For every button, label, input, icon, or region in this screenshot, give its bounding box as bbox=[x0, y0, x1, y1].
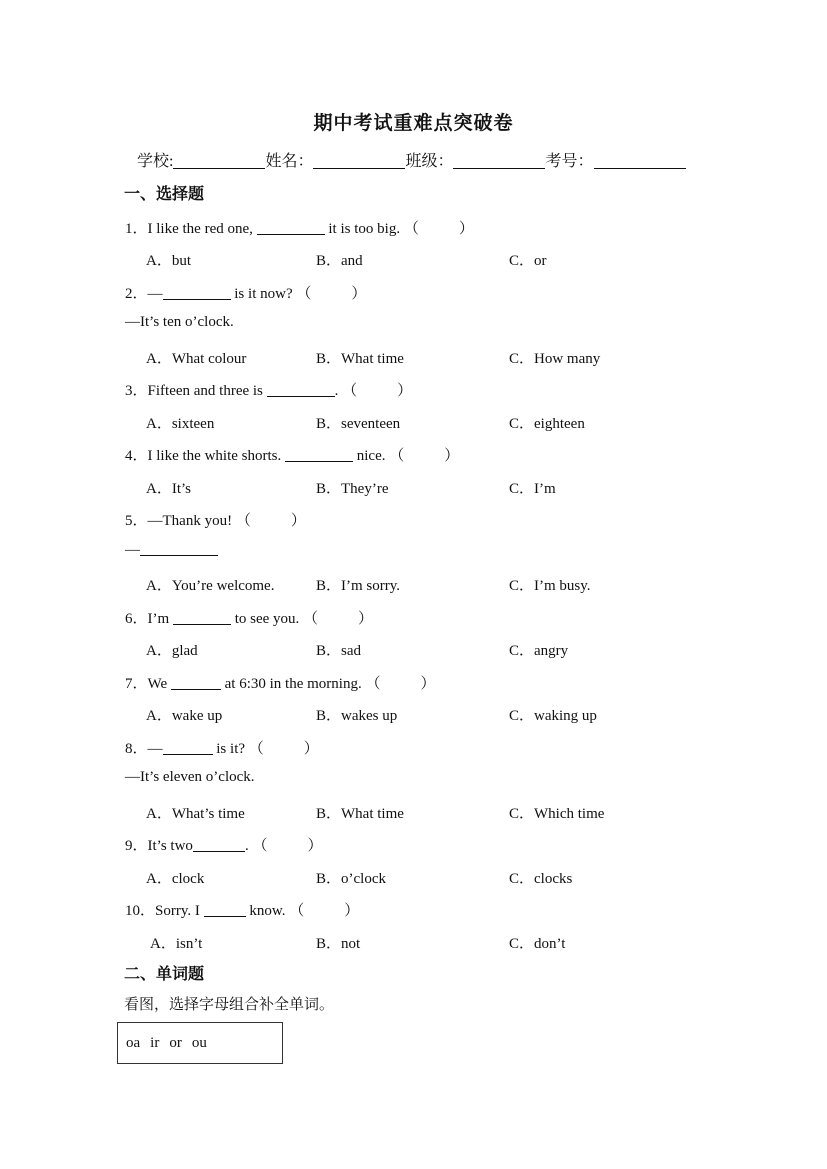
option-a[interactable]: A．glad bbox=[146, 643, 198, 659]
question-text: is it now? bbox=[230, 286, 293, 302]
reply-dash: — bbox=[125, 542, 140, 558]
paren-open: （ bbox=[235, 513, 251, 529]
option-b[interactable]: B．What time bbox=[316, 351, 404, 367]
option-b[interactable]: B．wakes up bbox=[316, 708, 398, 724]
question-text: . bbox=[334, 383, 339, 399]
option-b[interactable]: B．What time bbox=[316, 806, 404, 822]
option-c[interactable]: C．eighteen bbox=[509, 416, 585, 432]
option-b[interactable]: B．not bbox=[316, 936, 361, 952]
section-instruction: 看图，选择字母组合补全单词。 bbox=[124, 997, 335, 1013]
question-1 bbox=[125, 217, 474, 238]
question-number: 6． bbox=[125, 611, 148, 627]
question-2-reply: —It’s ten o’clock. bbox=[125, 314, 234, 330]
answer-blank[interactable] bbox=[204, 902, 246, 917]
option-a[interactable]: A．It’s bbox=[146, 481, 192, 497]
question-text: know. bbox=[245, 903, 286, 919]
answer-blank[interactable] bbox=[163, 285, 231, 300]
option-a[interactable]: A．What’s time bbox=[146, 806, 245, 822]
question-number: 10． bbox=[125, 903, 156, 919]
letter-combination-box bbox=[117, 1022, 283, 1064]
paren-close: ） bbox=[358, 611, 374, 627]
paren-close: ） bbox=[458, 221, 474, 237]
option-c[interactable]: C．don’t bbox=[509, 936, 566, 952]
question-text: Sorry. I bbox=[155, 903, 204, 919]
question-text: Fifteen and three is bbox=[147, 383, 267, 399]
option-b[interactable]: B．seventeen bbox=[316, 416, 401, 432]
paren-close: ） bbox=[397, 383, 413, 399]
question-4 bbox=[125, 444, 459, 465]
paren-close: ） bbox=[290, 513, 306, 529]
answer-blank[interactable] bbox=[163, 740, 213, 755]
answer-blank[interactable] bbox=[171, 675, 221, 690]
question-number: 1． bbox=[125, 221, 148, 237]
option-a[interactable]: A．sixteen bbox=[146, 416, 215, 432]
question-number: 5． bbox=[125, 513, 148, 529]
option-c[interactable]: C．clocks bbox=[509, 871, 573, 887]
option-a[interactable]: A．wake up bbox=[146, 708, 223, 724]
letter-option: oa bbox=[126, 1035, 141, 1051]
paren-close: ） bbox=[444, 448, 460, 464]
answer-blank[interactable] bbox=[285, 447, 353, 462]
letter-option: or bbox=[169, 1035, 182, 1051]
question-text: — bbox=[147, 741, 163, 757]
question-text: I like the white shorts. bbox=[147, 448, 285, 464]
paren-open: （ bbox=[248, 741, 264, 757]
option-c[interactable]: C．How many bbox=[509, 351, 601, 367]
question-number: 7． bbox=[125, 676, 148, 692]
question-7 bbox=[125, 672, 436, 693]
question-number: 9． bbox=[125, 838, 148, 854]
option-c[interactable]: C．I’m busy. bbox=[509, 578, 591, 594]
answer-blank[interactable] bbox=[267, 382, 335, 397]
paren-open: （ bbox=[389, 448, 405, 464]
option-c[interactable]: C．angry bbox=[509, 643, 569, 659]
option-a[interactable]: A．but bbox=[146, 253, 192, 269]
question-text: I’m bbox=[147, 611, 173, 627]
option-b[interactable]: B．I’m sorry. bbox=[316, 578, 401, 594]
paren-close: ） bbox=[420, 676, 436, 692]
option-b[interactable]: B．They’re bbox=[316, 481, 389, 497]
school-label: 学校: bbox=[137, 153, 174, 170]
name-field[interactable] bbox=[313, 152, 405, 169]
class-field[interactable] bbox=[453, 152, 545, 169]
letter-option: ir bbox=[150, 1035, 160, 1051]
paren-open: （ bbox=[403, 221, 419, 237]
answer-blank[interactable] bbox=[257, 220, 325, 235]
option-c[interactable]: C．I’m bbox=[509, 481, 556, 497]
paren-open: （ bbox=[303, 611, 319, 627]
option-b[interactable]: B．o’clock bbox=[316, 871, 386, 887]
option-c[interactable]: C．or bbox=[509, 253, 547, 269]
question-text: We bbox=[147, 676, 171, 692]
answer-blank[interactable] bbox=[193, 837, 245, 852]
question-text: it is too big. bbox=[324, 221, 401, 237]
question-text: at 6:30 in the morning. bbox=[220, 676, 362, 692]
option-a[interactable]: A．isn’t bbox=[150, 936, 203, 952]
letter-option: ou bbox=[191, 1035, 207, 1051]
paren-open: （ bbox=[296, 286, 312, 302]
question-text: . bbox=[244, 838, 249, 854]
question-10 bbox=[125, 899, 359, 920]
question-text: to see you. bbox=[230, 611, 300, 627]
question-text: nice. bbox=[353, 448, 386, 464]
info-line bbox=[137, 148, 686, 171]
school-field[interactable] bbox=[173, 152, 265, 169]
paren-open: （ bbox=[252, 838, 268, 854]
option-c[interactable]: C．Which time bbox=[509, 806, 605, 822]
option-a[interactable]: A．clock bbox=[146, 871, 205, 887]
question-number: 4． bbox=[125, 448, 148, 464]
option-b[interactable]: B．and bbox=[316, 253, 363, 269]
paren-open: （ bbox=[342, 383, 358, 399]
question-9 bbox=[125, 834, 322, 855]
option-a[interactable]: A．You’re welcome. bbox=[146, 578, 275, 594]
paren-close: ） bbox=[307, 838, 323, 854]
question-8-reply: —It’s eleven o’clock. bbox=[125, 769, 255, 785]
option-b[interactable]: B．sad bbox=[316, 643, 362, 659]
question-number: 3． bbox=[125, 383, 148, 399]
question-5-reply bbox=[125, 541, 218, 559]
question-6 bbox=[125, 607, 373, 628]
paren-open: （ bbox=[289, 903, 305, 919]
question-text: — bbox=[147, 286, 163, 302]
page-title: 期中考试重难点突破卷 bbox=[313, 113, 514, 134]
question-number: 8． bbox=[125, 741, 148, 757]
paren-open: （ bbox=[365, 676, 381, 692]
question-3 bbox=[125, 379, 412, 400]
name-label: 姓名： bbox=[265, 153, 314, 170]
class-label: 班级： bbox=[405, 153, 454, 170]
option-a[interactable]: A．What colour bbox=[146, 351, 247, 367]
question-5 bbox=[125, 509, 306, 530]
question-8 bbox=[125, 737, 319, 758]
paren-close: ） bbox=[351, 286, 367, 302]
exam-no-label: 考号： bbox=[545, 153, 594, 170]
answer-blank[interactable] bbox=[140, 541, 218, 556]
paren-close: ） bbox=[303, 741, 319, 757]
option-c[interactable]: C．waking up bbox=[509, 708, 597, 724]
paren-close: ） bbox=[344, 903, 360, 919]
question-text: It’s two bbox=[147, 838, 193, 854]
answer-blank[interactable] bbox=[173, 610, 231, 625]
section-title-words: 二、单词题 bbox=[124, 966, 205, 983]
question-number: 2． bbox=[125, 286, 148, 302]
question-2 bbox=[125, 282, 366, 303]
section-title-choice: 一、选择题 bbox=[124, 186, 205, 203]
question-text: I like the red one, bbox=[147, 221, 257, 237]
question-text: is it? bbox=[212, 741, 246, 757]
question-text: —Thank you! bbox=[147, 513, 233, 529]
exam-no-field[interactable] bbox=[594, 152, 686, 169]
